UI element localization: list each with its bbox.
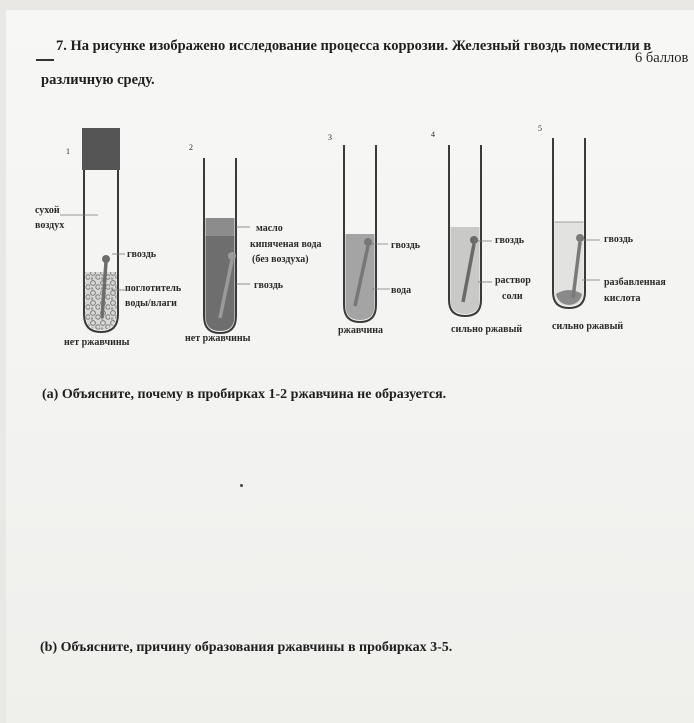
tube-2-caption: нет ржавчины bbox=[185, 333, 251, 344]
tube-5-nail-head bbox=[576, 234, 584, 242]
test-tube-3 bbox=[328, 133, 421, 336]
tube-3-nail-head bbox=[364, 238, 372, 246]
tube-4-label-solution: раствор bbox=[495, 275, 531, 286]
tube-1-label-absorber: поглотитель bbox=[125, 283, 182, 294]
tube-2-oil-layer bbox=[206, 218, 235, 236]
tube-4-caption: сильно ржавый bbox=[451, 324, 523, 335]
pen-dot bbox=[240, 484, 243, 487]
tube-1-label-dry: сухой bbox=[35, 205, 60, 216]
tube-3-number: 3 bbox=[328, 133, 332, 142]
tube-1-caption: нет ржавчины bbox=[64, 337, 130, 348]
tube-1-drying-agent bbox=[86, 272, 117, 330]
subquestion-b: (b) Объясните, причину образования ржавчины в пробирках 3-5. bbox=[40, 640, 453, 655]
tube-4-number: 4 bbox=[431, 130, 435, 139]
tube-2-label-oil: масло bbox=[256, 223, 283, 234]
tube-1-number: 1 bbox=[66, 147, 70, 156]
tube-4-label-nail: гвоздь bbox=[495, 235, 525, 246]
question-title: 7. На рисунке изображено исследование процесса коррозии. Железный гвоздь поместили в bbox=[56, 38, 652, 54]
tube-3-label-nail: гвоздь bbox=[391, 240, 421, 251]
test-tube-1 bbox=[35, 128, 182, 348]
tube-2-nail-head bbox=[228, 252, 236, 260]
test-tube-5 bbox=[538, 124, 666, 332]
tube-3-caption: ржавчина bbox=[338, 325, 383, 336]
tube-1-label-air: воздух bbox=[35, 220, 65, 231]
tube-5-label-acid: кислота bbox=[604, 293, 641, 304]
tube-2-number: 2 bbox=[189, 143, 193, 152]
tube-1-stopper bbox=[82, 128, 120, 170]
tube-5-caption: сильно ржавый bbox=[552, 321, 624, 332]
tube-1-label-moisture: воды/влаги bbox=[125, 298, 177, 309]
tube-4-label-salt: соли bbox=[502, 291, 523, 302]
question-points: 6 баллов bbox=[635, 50, 689, 66]
tube-5-label-nail: гвоздь bbox=[604, 234, 634, 245]
tube-1-nail-head bbox=[102, 255, 110, 263]
tube-2-label-nail: гвоздь bbox=[254, 280, 284, 291]
tube-5-label-dilute: разбавленная bbox=[604, 277, 666, 288]
tube-5-number: 5 bbox=[538, 124, 542, 133]
test-tube-2 bbox=[185, 143, 322, 344]
tube-2-label-boiled-water: кипяченая вода bbox=[250, 239, 322, 250]
tube-3-label-water: вода bbox=[391, 285, 412, 296]
question-title-continuation: различную среду. bbox=[41, 72, 155, 88]
tube-1-label-nail: гвоздь bbox=[127, 249, 157, 260]
subquestion-a: (a) Объясните, почему в пробирках 1-2 ржавчина не образуется. bbox=[42, 387, 447, 402]
tube-2-label-no-air: (без воздуха) bbox=[252, 254, 309, 265]
tube-4-nail-head bbox=[470, 236, 478, 244]
answer-area-a[interactable] bbox=[40, 415, 680, 635]
test-tube-4 bbox=[431, 130, 531, 335]
